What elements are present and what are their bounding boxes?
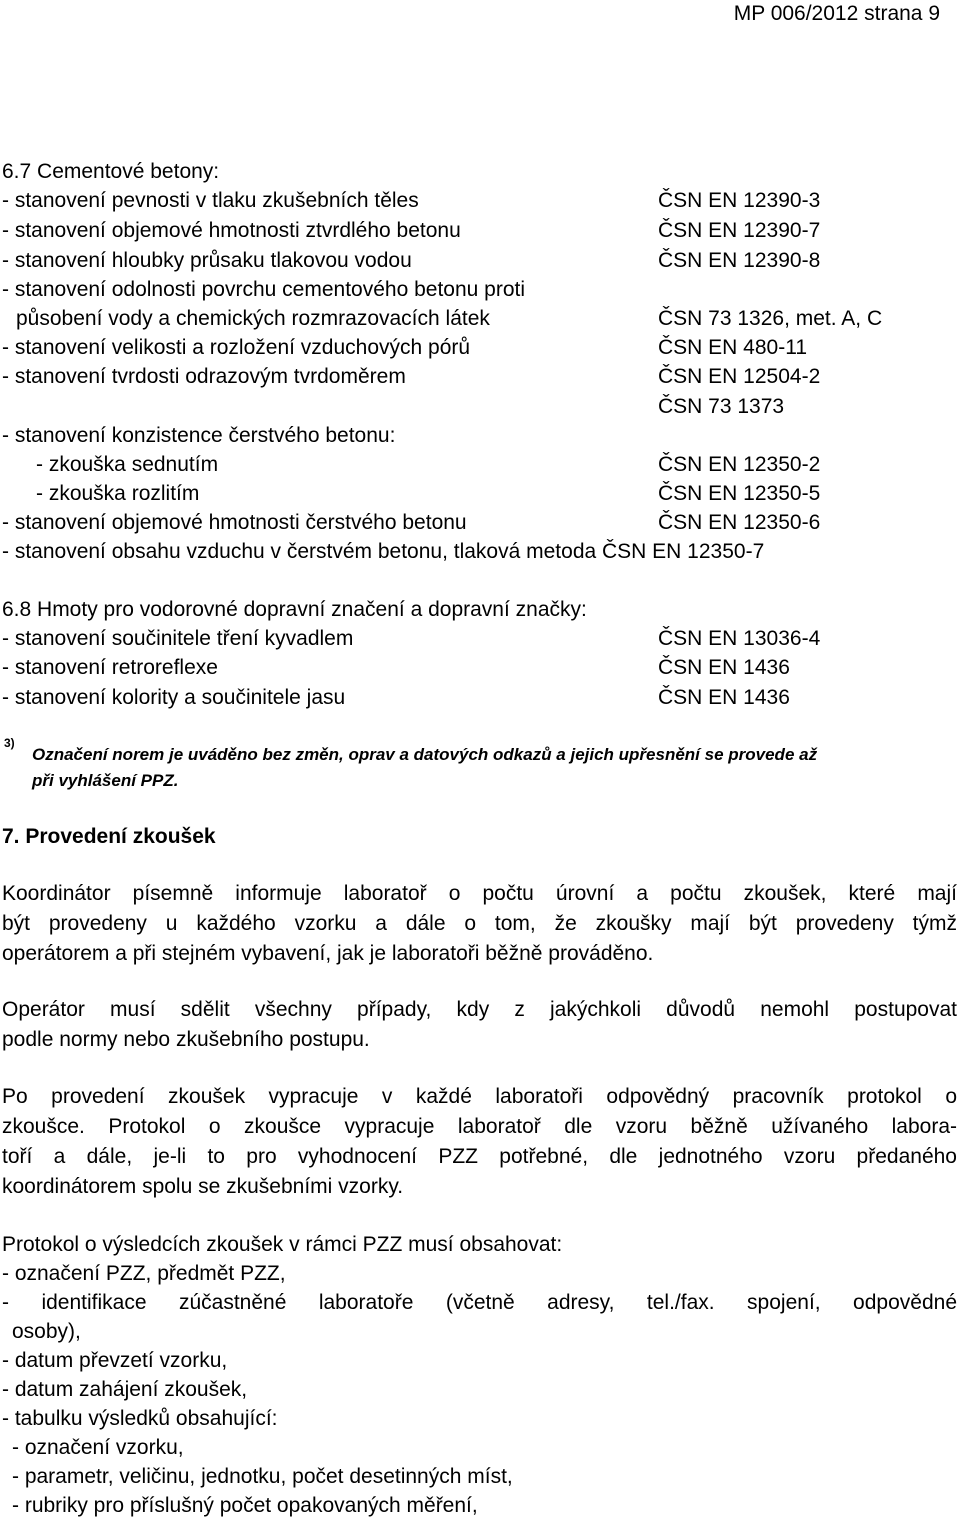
section-title: 6.8 Hmoty pro vodorovné dopravní značení a dopravní značky:	[2, 598, 587, 621]
test-item-label: - stanovení součinitele tření kyvadlem	[2, 627, 354, 650]
standard-code: ČSN EN 480-11	[658, 336, 808, 359]
test-item-label: - stanovení hloubky průsaku tlakovou vodou	[2, 249, 412, 272]
list-title: Protokol o výsledcích zkoušek v rámci PZZ musí obsahovat:	[2, 1233, 563, 1256]
standard-code: ČSN 73 1326, met. A, C	[658, 307, 883, 330]
footnote-text: při vyhlášení PPZ.	[32, 771, 179, 790]
standard-code: ČSN EN 12390-3	[658, 189, 821, 212]
list-item-line: - identifikace zúčastněné laboratoře (včetně adresy, tel./fax. spojení, odpovědné	[2, 1291, 957, 1314]
test-item-label: - stanovení obsahu vzduchu v čerstvém betonu, tlaková metoda ČSN EN 12350-7	[2, 540, 765, 563]
standard-code: ČSN EN 12350-6	[658, 511, 821, 534]
paragraph-line: zkoušce. Protokol o zkoušce vypracuje laboratoř dle vzoru běžně užívaného labora-	[2, 1115, 957, 1138]
paragraph-line: Koordinátor písemně informuje laboratoř o počtu úrovní a počtu zkoušek, které mají	[2, 882, 957, 905]
test-item-label: - stanovení velikosti a rozložení vzduchových pórů	[2, 336, 471, 359]
list-item	[2, 1288, 957, 1318]
footnote-text: Označení norem je uváděno bez změn, oprav a datových odkazů a jejich upřesnění se provede až	[32, 745, 818, 764]
paragraph-line: Po provedení zkoušek vypracuje v každé laboratoři odpovědný pracovník protokol o	[2, 1085, 957, 1108]
paragraph	[2, 879, 957, 969]
standard-code: ČSN EN 12390-8	[658, 249, 821, 272]
list-item: osoby),	[12, 1320, 81, 1343]
page-header: MP 006/2012 strana 9	[733, 2, 940, 25]
paragraph-line: podle normy nebo zkušebního postupu.	[2, 1028, 370, 1051]
paragraph-line: koordinátorem spolu se zkušebními vzorky.	[2, 1175, 404, 1198]
test-item-label: - stanovení konzistence čerstvého betonu:	[2, 424, 396, 447]
test-item-label: - stanovení kolority a součinitele jasu	[2, 686, 346, 709]
paragraph-line: Operátor musí sdělit všechny případy, kdy z jakýchkoli důvodů nemohl postupovat	[2, 998, 957, 1021]
list-item: - datum převzetí vzorku,	[2, 1349, 228, 1372]
standard-code: ČSN EN 12504-2	[658, 365, 821, 388]
paragraph-line: být provedeny u každého vzorku a dále o tom, že zkoušky mají být provedeny týmž	[2, 912, 957, 935]
footnote-mark: 3)	[4, 736, 15, 750]
test-item-label: - zkouška sednutím	[36, 453, 219, 476]
standard-code: ČSN EN 12390-7	[658, 219, 821, 242]
test-item-label: - stanovení odolnosti povrchu cementového betonu proti	[2, 278, 526, 301]
test-item-label: - stanovení pevnosti v tlaku zkušebních těles	[2, 189, 419, 212]
paragraph-line: toří a dále, je-li to pro vyhodnocení PZZ potřebné, dle jednotného vzoru předaného	[2, 1145, 957, 1168]
test-item-label: - zkouška rozlitím	[36, 482, 200, 505]
list-item: - označení PZZ, předmět PZZ,	[2, 1262, 286, 1285]
section-heading: 7. Provedení zkoušek	[2, 825, 216, 848]
test-item-label: - stanovení tvrdosti odrazovým tvrdoměrem	[2, 365, 406, 388]
list-subitem: - rubriky pro příslušný počet opakovaných měření,	[12, 1494, 478, 1517]
standard-code: ČSN 73 1373	[658, 395, 785, 418]
paragraph-line: operátorem a při stejném vybavení, jak je laboratoři běžně prováděno.	[2, 942, 654, 965]
list-subitem: - označení vzorku,	[12, 1436, 184, 1459]
list-item: - tabulku výsledků obsahující:	[2, 1407, 278, 1430]
test-item-label: - stanovení retroreflexe	[2, 656, 218, 679]
test-item-label: působení vody a chemických rozmrazovacích látek	[16, 307, 490, 330]
test-item-label: - stanovení objemové hmotnosti ztvrdlého betonu	[2, 219, 461, 242]
section-title: 6.7 Cementové betony:	[2, 160, 220, 183]
list-subitem: - parametr, veličinu, jednotku, počet desetinných míst,	[12, 1465, 513, 1488]
standard-code: ČSN EN 12350-5	[658, 482, 821, 505]
standard-code: ČSN EN 1436	[658, 656, 790, 679]
list-item: - datum zahájení zkoušek,	[2, 1378, 248, 1401]
standard-code: ČSN EN 13036-4	[658, 627, 821, 650]
standard-code: ČSN EN 1436	[658, 686, 790, 709]
test-item-label: - stanovení objemové hmotnosti čerstvého betonu	[2, 511, 467, 534]
paragraph	[2, 1082, 957, 1202]
standard-code: ČSN EN 12350-2	[658, 453, 821, 476]
paragraph	[2, 995, 957, 1055]
